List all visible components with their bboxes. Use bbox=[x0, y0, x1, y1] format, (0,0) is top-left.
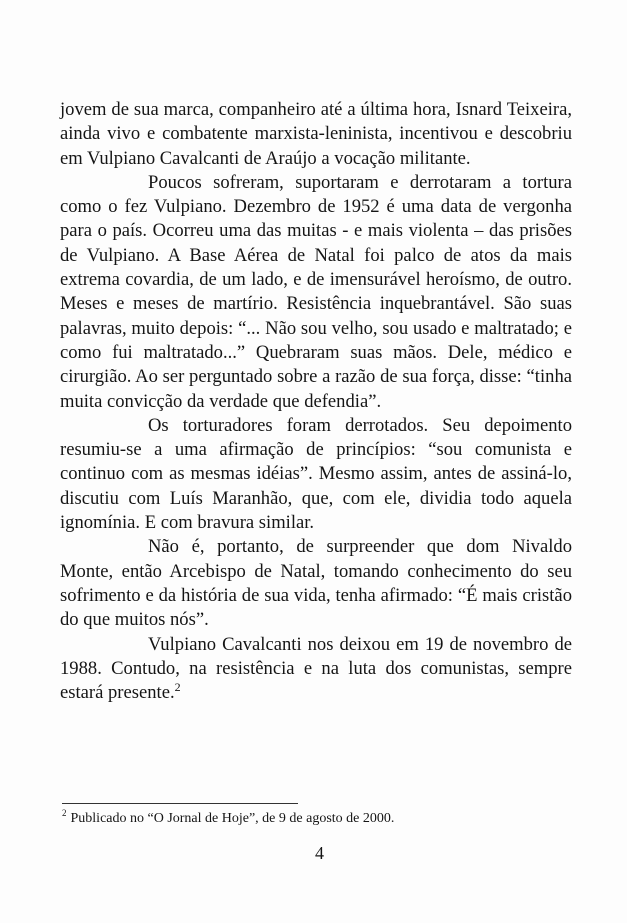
paragraph-3: Os torturadores foram derrotados. Seu depoimento resumiu-se a uma afirmação de princípios: “sou comunista e continuo com as mesmas idéias”. Mesmo assim, antes de assiná-lo, discutiu com Luís Maranhão, que, com ele, dividia todo aquela ignomínia. E com bravura similar. bbox=[60, 414, 572, 534]
footnote-divider bbox=[62, 803, 298, 804]
paragraph-5 bbox=[60, 633, 572, 706]
footnote-text: Publicado no “O Jornal de Hoje”, de 9 de agosto de 2000. bbox=[70, 811, 395, 826]
paragraph-5-text: Vulpiano Cavalcanti nos deixou em 19 de novembro de 1988. Contudo, na resistência e na luta dos comunistas, sempre estará presente. bbox=[60, 633, 572, 704]
footnote bbox=[62, 810, 562, 828]
paragraph-2: Poucos sofreram, suportaram e derrotaram a tortura como o fez Vulpiano. Dezembro de 1952 é uma data de vergonha para o país. Ocorreu uma das muitas - e mais violenta – das prisões de Vulpiano. A Base Aérea de Natal foi palco de atos da mais extrema covardia, de um lado, e de imensurável heroísmo, de outro. Meses e meses de martírio. Resistência inquebrantável. São suas palavras, muito depois: “... Não sou velho, sou usado e maltratado; e como fui maltratado...” Quebraram suas mãos. Dele, médico e cirurgião. Ao ser perguntado sobre a razão de sua força, disse: “tinha muita convicção da verdade que defendia”. bbox=[60, 171, 572, 412]
footnote-marker: 2 bbox=[62, 808, 67, 819]
page-number: 4 bbox=[315, 843, 324, 863]
paragraph-1: jovem de sua marca, companheiro até a última hora, Isnard Teixeira, ainda vivo e combatente marxista-leninista, incentivou e descobriu em Vulpiano Cavalcanti de Araújo a vocação militante. bbox=[60, 99, 572, 169]
paragraph-4: Não é, portanto, de surpreender que dom Nivaldo Monte, então Arcebispo de Natal, tomando conhecimento do seu sofrimento e da história de sua vida, tenha afirmado: “É mais cristão do que muitos nós”. bbox=[60, 536, 572, 631]
footnote-reference: 2 bbox=[174, 679, 181, 694]
body-text bbox=[60, 98, 572, 705]
